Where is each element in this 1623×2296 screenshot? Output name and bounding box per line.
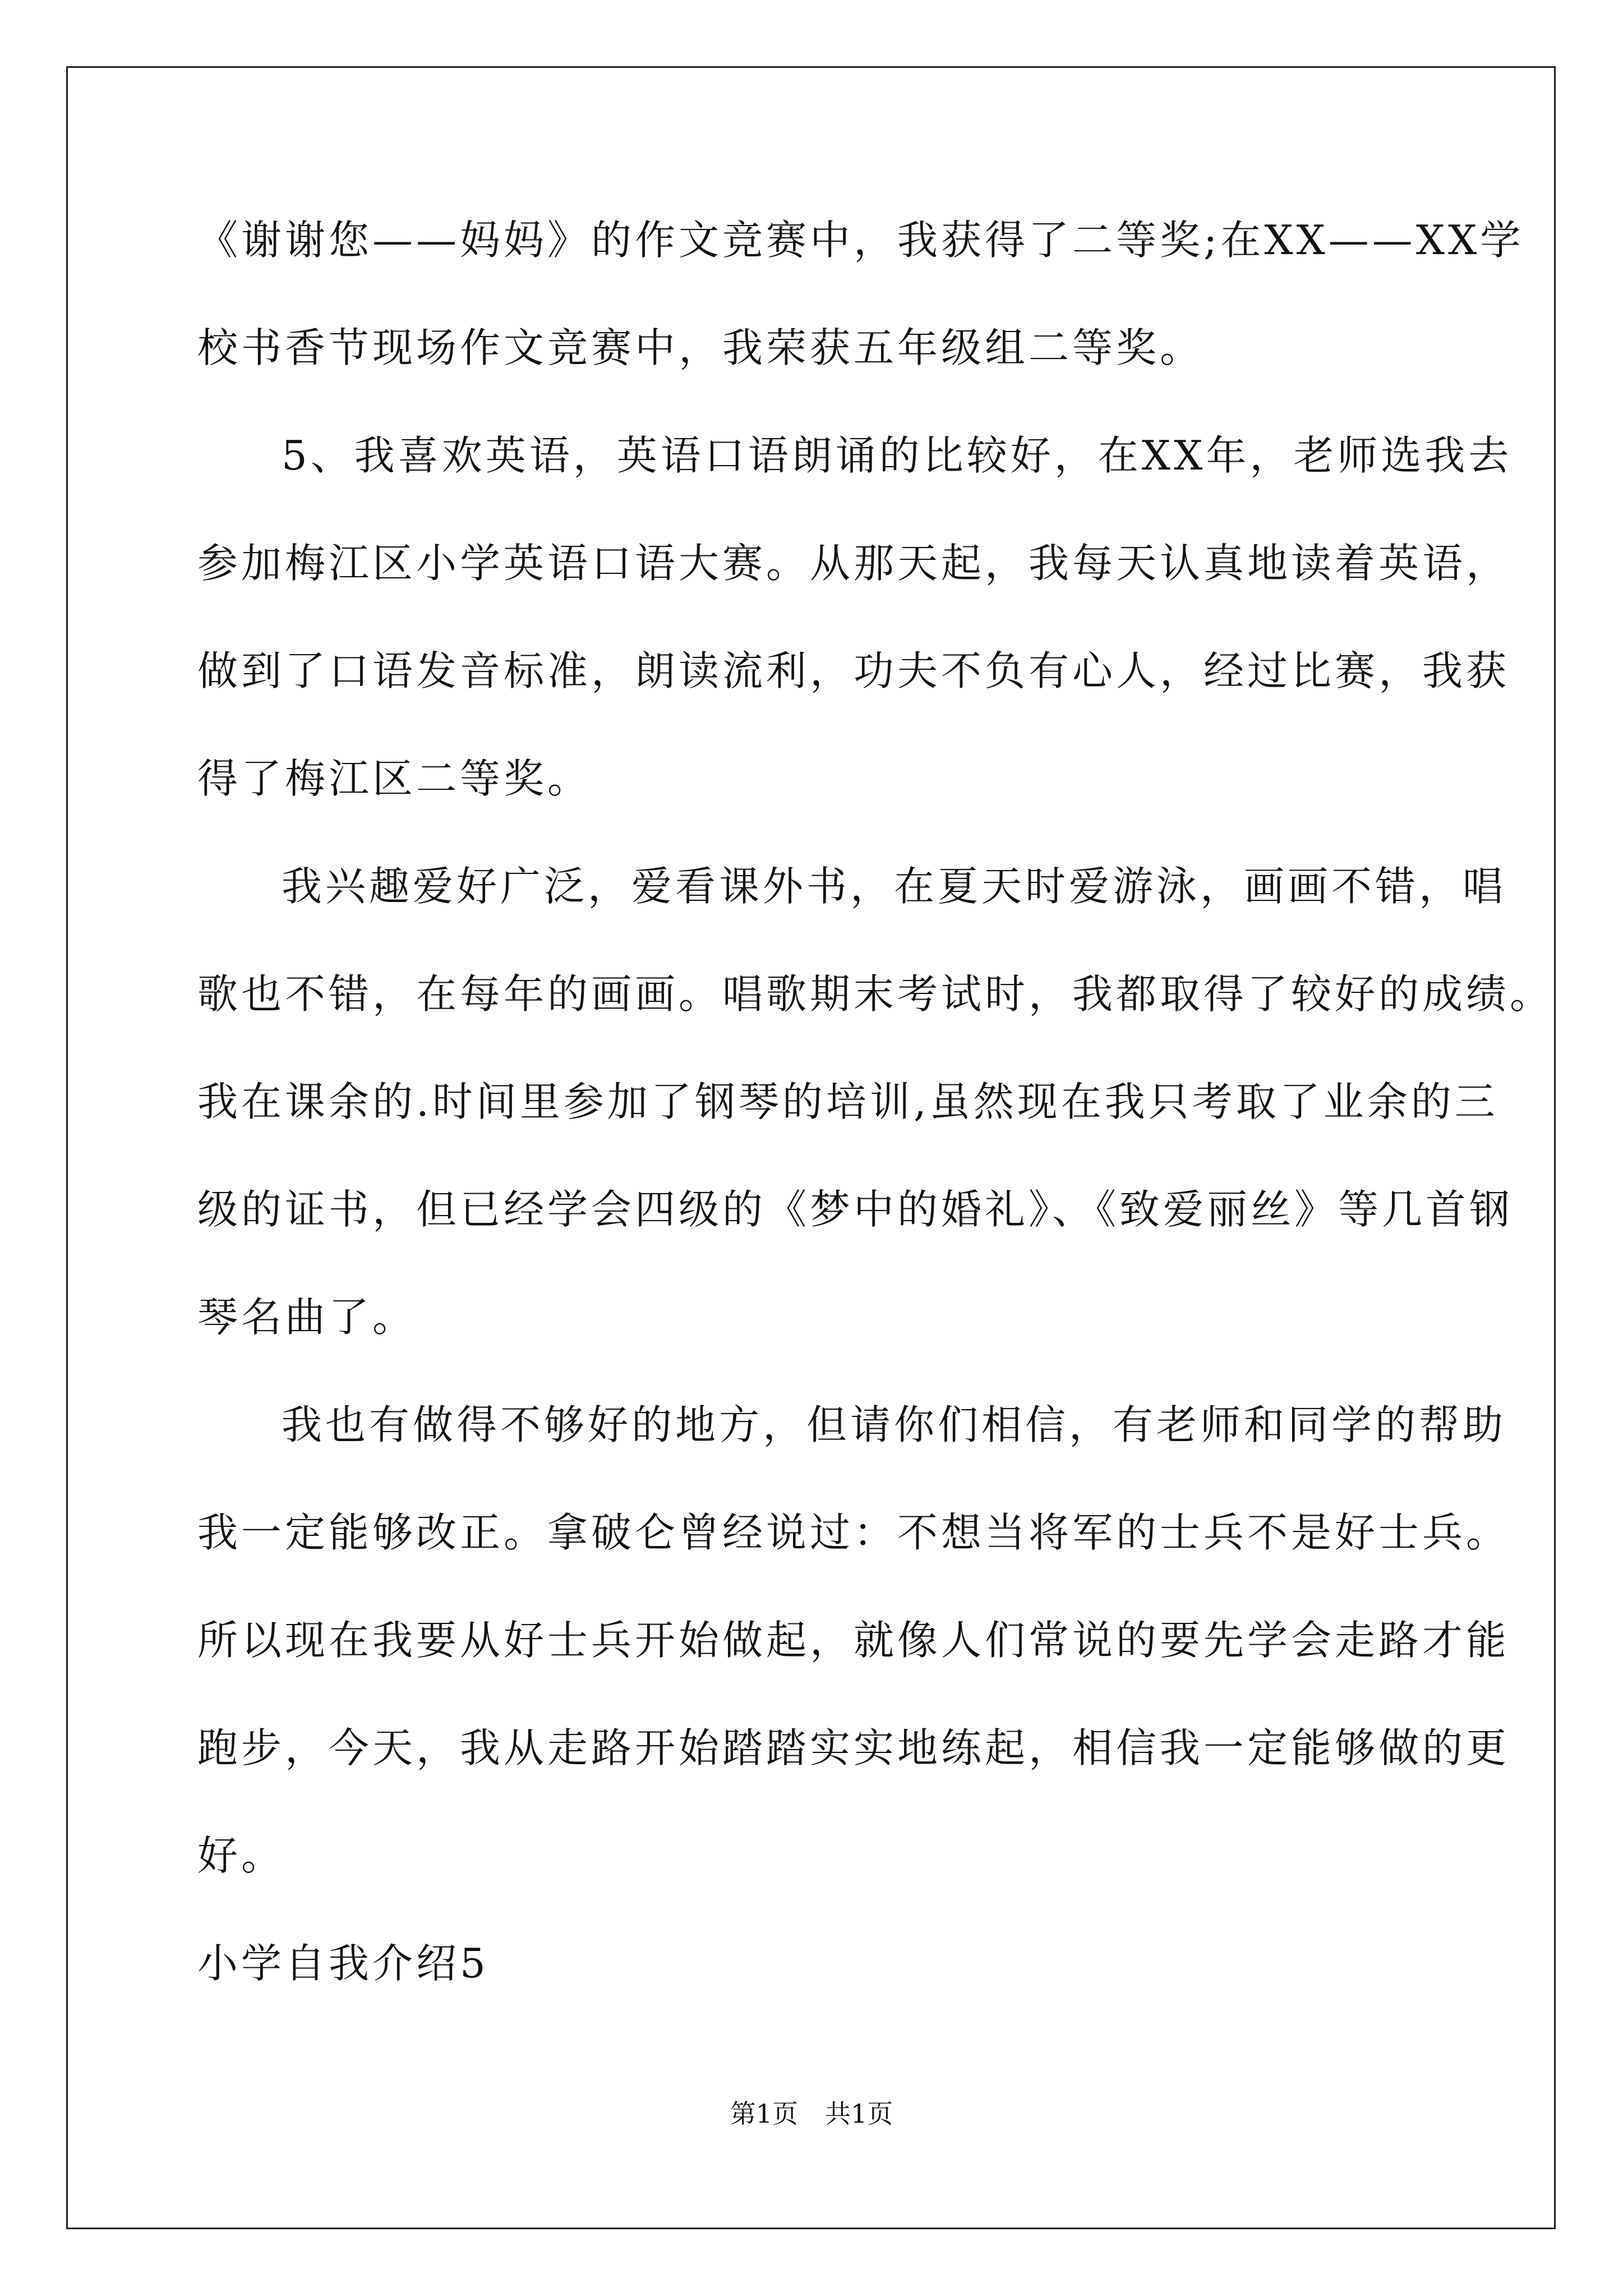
- paragraph: [197, 429, 1513, 806]
- paragraph: [197, 859, 1554, 1344]
- paragraph: [197, 1398, 1510, 1883]
- section-title: 小学自我介绍5: [197, 1940, 489, 1987]
- text-line: 做到了口语发音标准，朗读流利，功夫不负有心人，经过比赛，我获: [197, 647, 1510, 694]
- page-footer: [0, 2097, 1623, 2131]
- document-body: [197, 213, 1554, 1990]
- text-line: 我一定能够改正。拿破仑曾经说过：不想当将军的士兵不是好士兵。: [197, 1509, 1510, 1556]
- text-line: 好。: [197, 1832, 285, 1879]
- text-line: 5、我喜欢英语，英语口语朗诵的比较好，在XX年，老师选我去: [282, 432, 1513, 479]
- text-line: 级的证书，但已经学会四级的《梦中的婚礼》、《致爱丽丝》等几首钢: [197, 1186, 1514, 1233]
- text-line: 我也有做得不够好的地方，但请你们相信，有老师和同学的帮助: [282, 1401, 1507, 1448]
- text-line: 我兴趣爱好广泛，爱看课外书，在夏天时爱游泳，画画不错，唱: [282, 863, 1507, 910]
- text-line: 歌也不错，在每年的画画。唱歌期末考试时，我都取得了较好的成绩。: [197, 970, 1554, 1018]
- text-line: 得了梅江区二等奖。: [197, 755, 592, 802]
- text-line: 琴名曲了。: [197, 1294, 417, 1341]
- page-number: 第1页: [730, 2099, 798, 2129]
- page-total: 共1页: [825, 2099, 893, 2129]
- text-line: 校书香节现场作文竞赛中，我荣获五年级组二等奖。: [197, 324, 1204, 371]
- text-line: 我在课余的.时间里参加了钢琴的培训,虽然现在我只考取了业余的三: [197, 1078, 1498, 1125]
- text-line: 所以现在我要从好士兵开始做起，就像人们常说的要先学会走路才能: [197, 1617, 1510, 1664]
- text-line: 参加梅江区小学英语口语大赛。从那天起，我每天认真地读着英语，: [197, 540, 1510, 587]
- text-line: 《谢谢您——妈妈》的作文竞赛中，我获得了二等奖;在XX——XX学: [197, 217, 1524, 264]
- text-line: 跑步，今天，我从走路开始踏踏实实地练起，相信我一定能够做的更: [197, 1724, 1510, 1772]
- paragraph: [197, 213, 1524, 375]
